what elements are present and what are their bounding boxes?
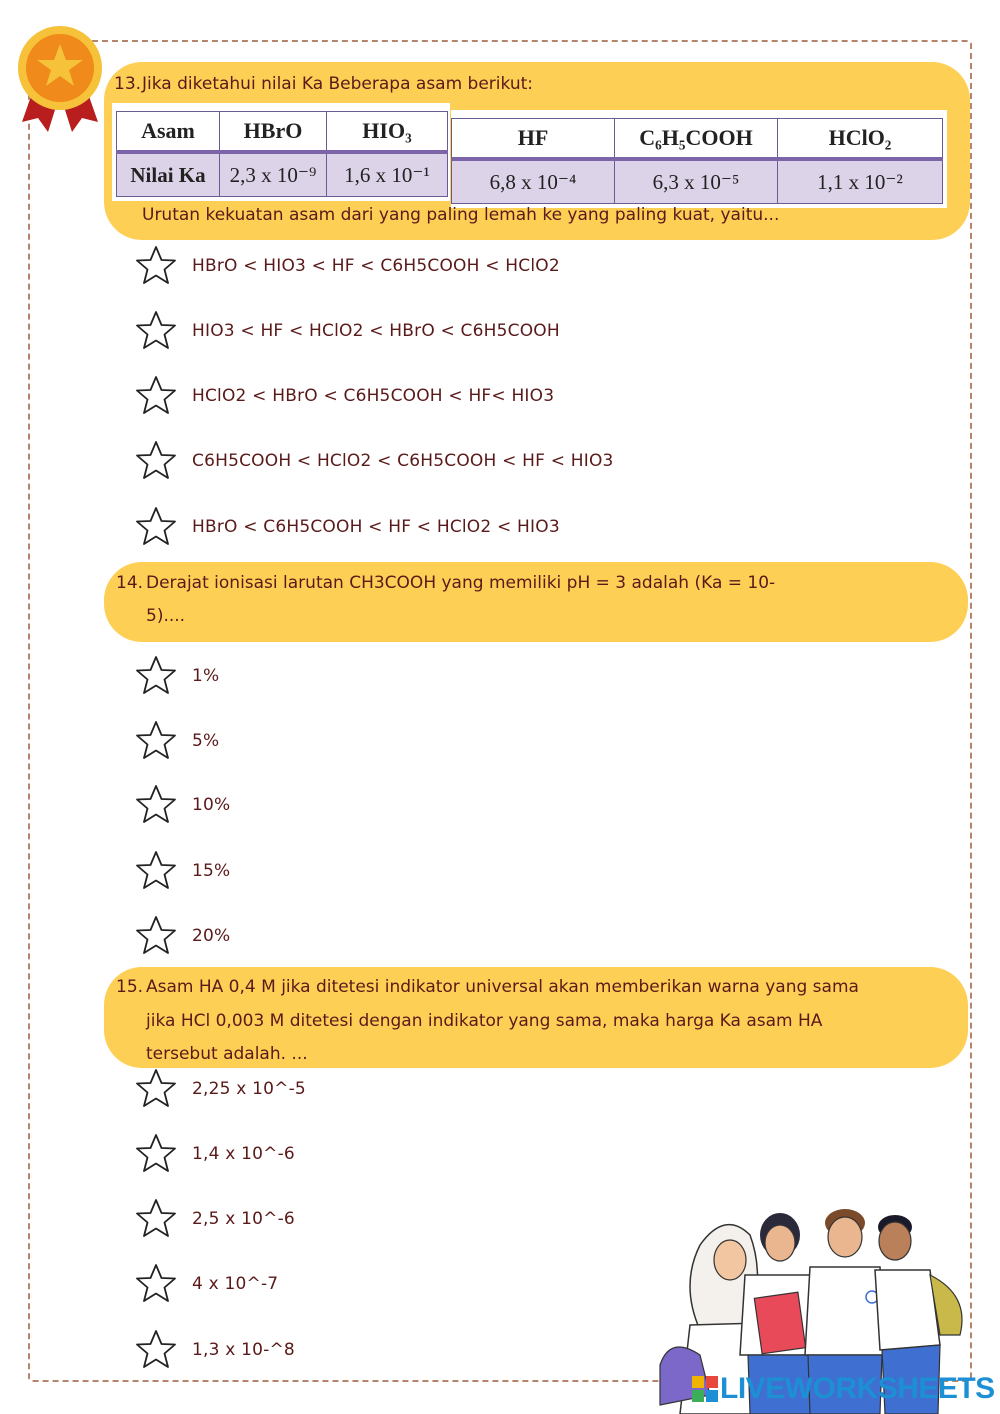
question-13-prompt: Jika diketahui nilai Ka Beberapa asam berikut: xyxy=(142,74,534,94)
option-label: 10% xyxy=(192,795,231,815)
q14-option-2[interactable] xyxy=(134,719,219,763)
option-label: HBrO < C6H5COOH < HF < HClO2 < HIO3 xyxy=(192,517,560,537)
logo-text: LIVEWORKSHEETS xyxy=(720,1372,995,1405)
q15-option-2[interactable] xyxy=(134,1132,295,1176)
table-header-cell: HBrO xyxy=(220,112,327,153)
q13-option-5[interactable] xyxy=(134,505,560,549)
question-13-followup: Urutan kekuatan asam dari yang paling lemah ke yang paling kuat, yaitu... xyxy=(142,205,780,225)
q13-option-2[interactable] xyxy=(134,309,560,353)
logo-grid-icon xyxy=(692,1376,718,1402)
star-outline-icon xyxy=(134,505,178,549)
q14-option-1[interactable] xyxy=(134,654,219,698)
option-label: 2,25 x 10^-5 xyxy=(192,1079,306,1099)
star-outline-icon xyxy=(134,309,178,353)
table-cell: 2,3 x 10⁻⁹ xyxy=(220,152,327,197)
medal-icon xyxy=(14,22,106,142)
ka-table-right xyxy=(451,110,947,208)
question-15-prompt-line-1: Asam HA 0,4 M jika ditetesi indikator universal akan memberikan warna yang sama xyxy=(146,977,859,997)
option-label: HBrO < HIO3 < HF < C6H5COOH < HClO2 xyxy=(192,256,560,276)
option-label: 1,3 x 10-^8 xyxy=(192,1340,295,1360)
option-label: 1% xyxy=(192,666,220,686)
option-label: HClO2 < HBrO < C6H5COOH < HF< HIO3 xyxy=(192,386,555,406)
option-label: 15% xyxy=(192,861,231,881)
option-label: 20% xyxy=(192,926,231,946)
option-label: C6H5COOH < HClO2 < C6H5COOH < HF < HIO3 xyxy=(192,451,614,471)
option-label: 2,5 x 10^-6 xyxy=(192,1209,295,1229)
page-border xyxy=(28,40,972,1382)
q14-option-4[interactable] xyxy=(134,849,230,893)
table-cell: 6,3 x 10⁻⁵ xyxy=(615,159,778,204)
table-header-cell: HClO₂ xyxy=(778,119,943,160)
question-15-number: 15. xyxy=(116,977,144,997)
star-outline-icon xyxy=(134,783,178,827)
q15-option-3[interactable] xyxy=(134,1197,295,1241)
option-label: HIO3 < HF < HClO2 < HBrO < C6H5COOH xyxy=(192,321,560,341)
star-outline-icon xyxy=(134,654,178,698)
table-header-cell: HIO₃ xyxy=(327,112,448,153)
star-outline-icon xyxy=(134,1067,178,1111)
question-15-prompt-line-3: tersebut adalah. ... xyxy=(146,1044,308,1064)
star-outline-icon xyxy=(134,1197,178,1241)
star-outline-icon xyxy=(134,719,178,763)
question-13-number: 13. xyxy=(114,74,142,94)
table-header-cell: HF xyxy=(452,119,615,160)
q14-option-3[interactable] xyxy=(134,783,230,827)
q13-option-3[interactable] xyxy=(134,374,554,418)
star-outline-icon xyxy=(134,849,178,893)
table-cell: Nilai Ka xyxy=(117,152,220,197)
question-14-prompt-line-1: Derajat ionisasi larutan CH3COOH yang memiliki pH = 3 adalah (Ka = 10- xyxy=(146,573,776,593)
star-outline-icon xyxy=(134,1328,178,1372)
q13-option-1[interactable] xyxy=(134,244,560,288)
star-outline-icon xyxy=(134,244,178,288)
table-cell: 1,6 x 10⁻¹ xyxy=(327,152,448,197)
star-outline-icon xyxy=(134,439,178,483)
table-header-cell: Asam xyxy=(117,112,220,153)
star-outline-icon xyxy=(134,374,178,418)
option-label: 4 x 10^-7 xyxy=(192,1274,279,1294)
ka-table-left xyxy=(112,103,450,201)
question-14-prompt-line-2: 5).... xyxy=(146,606,186,626)
table-cell: 1,1 x 10⁻² xyxy=(778,159,943,204)
table-header-cell: C₆H₅COOH xyxy=(615,119,778,160)
star-outline-icon xyxy=(134,1132,178,1176)
q15-option-5[interactable] xyxy=(134,1328,295,1372)
q15-option-1[interactable] xyxy=(134,1067,306,1111)
question-14-number: 14. xyxy=(116,573,144,593)
q14-option-5[interactable] xyxy=(134,914,230,958)
question-15-prompt-line-2: jika HCl 0,003 M ditetesi dengan indikator yang sama, maka harga Ka asam HA xyxy=(146,1011,823,1031)
table-cell: 6,8 x 10⁻⁴ xyxy=(452,159,615,204)
option-label: 1,4 x 10^-6 xyxy=(192,1144,295,1164)
q15-option-4[interactable] xyxy=(134,1262,278,1306)
star-outline-icon xyxy=(134,1262,178,1306)
star-outline-icon xyxy=(134,914,178,958)
option-label: 5% xyxy=(192,731,220,751)
q13-option-4[interactable] xyxy=(134,439,614,483)
liveworksheets-logo xyxy=(692,1372,995,1406)
